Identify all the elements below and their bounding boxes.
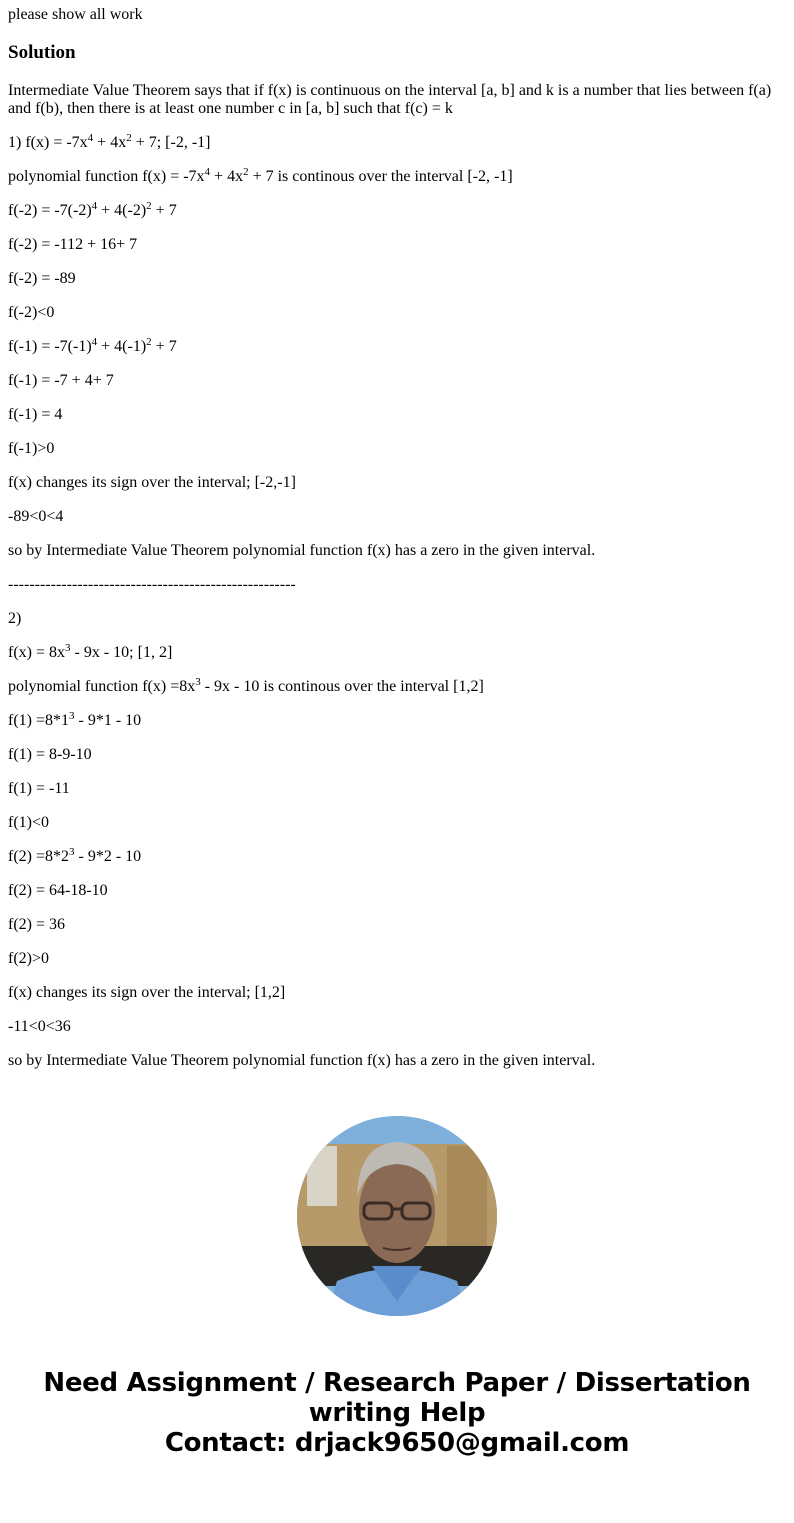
separator-line: ------------------------------------------------------ — [8, 576, 296, 593]
portrait-illustration-icon — [297, 1116, 497, 1316]
problem1-fb-step: f(-1) = -7 + 4+ 7 — [8, 372, 114, 389]
problem2-fb-step: f(2) = 64-18-10 — [8, 882, 108, 899]
solution-heading: Solution — [8, 42, 76, 63]
solution-document — [0, 6, 794, 1070]
problem1-fb-step: f(-1) = 4 — [8, 406, 63, 423]
banner-contact-email: Contact: drjack9650@gmail.com — [164, 1428, 630, 1458]
problem1-conclusion: so by Intermediate Value Theorem polynomial function f(x) has a zero in the given interval. — [8, 542, 596, 559]
problem2-fa-step: f(1)<0 — [8, 814, 50, 831]
problem2-continuity: polynomial function $f(x) =8x^3 - 9x - 10$ is continous over the interval [1,2] — [8, 676, 484, 695]
problem2-conclusion: so by Intermediate Value Theorem polynomial function f(x) has a zero in the given interval. — [8, 1052, 596, 1069]
problem2-fa-expression: $f(1) =8*1^3 - 9*1 - 10$ — [8, 710, 142, 729]
problem1-fa-step: f(-2) = -89 — [8, 270, 76, 287]
problem1-fb-expression: $f(-1) = -7(-1)^4 + 4(-1)^2 + 7$ — [8, 336, 177, 355]
problem2-fa-step: f(1) = -11 — [8, 780, 70, 797]
problem1-fb-step: f(-1)>0 — [8, 440, 55, 457]
problem1-title: 1) $f(x) = -7x^4 + 4x^2 + 7$; [-2, -1] — [8, 132, 211, 151]
problem2-sign-change: f(x) changes its sign over the interval; [1,2] — [8, 984, 286, 1001]
problem2-fb-expression: $f(2) =8*2^3 - 9*2 - 10$ — [8, 846, 142, 865]
problem1-fa-step: f(-2)<0 — [8, 304, 55, 321]
problem1-sign-change: f(x) changes its sign over the interval; [-2,-1] — [8, 474, 296, 491]
problem1-inequality: -89<0<4 — [8, 508, 64, 525]
problem1-fa-step: f(-2) = -112 + 16+ 7 — [8, 236, 138, 253]
banner-line-1: Need Assignment / Research Paper / Dissertation — [43, 1368, 751, 1398]
problem1-continuity: polynomial function $f(x) = -7x^4 + 4x^2 + 7$ is continous over the interval [-2, -1] — [8, 166, 513, 185]
author-photo-section — [0, 1116, 794, 1316]
contact-banner — [0, 1368, 794, 1458]
banner-line-2: writing Help — [308, 1398, 486, 1428]
problem2-fb-step: f(2)>0 — [8, 950, 50, 967]
problem2-label: 2) — [8, 610, 22, 627]
problem2-title: $f(x) = 8x^3 - 9x - 10$; [1, 2] — [8, 642, 173, 661]
ivt-intro: Intermediate Value Theorem says that if f(x) is continuous on the interval [a, b] and k is a number that lies between f(a) and f(b), then there is at least one number c in [a, b] such that f(c) = k — [8, 82, 772, 117]
problem2-inequality: -11<0<36 — [8, 1018, 71, 1035]
question-text: please show all work — [8, 6, 143, 23]
author-avatar — [297, 1116, 497, 1316]
problem2-fb-step: f(2) = 36 — [8, 916, 66, 933]
problem2-fa-step: f(1) = 8-9-10 — [8, 746, 92, 763]
problem1-fa-expression: $f(-2) = -7(-2)^4 + 4(-2)^2 + 7$ — [8, 200, 177, 219]
